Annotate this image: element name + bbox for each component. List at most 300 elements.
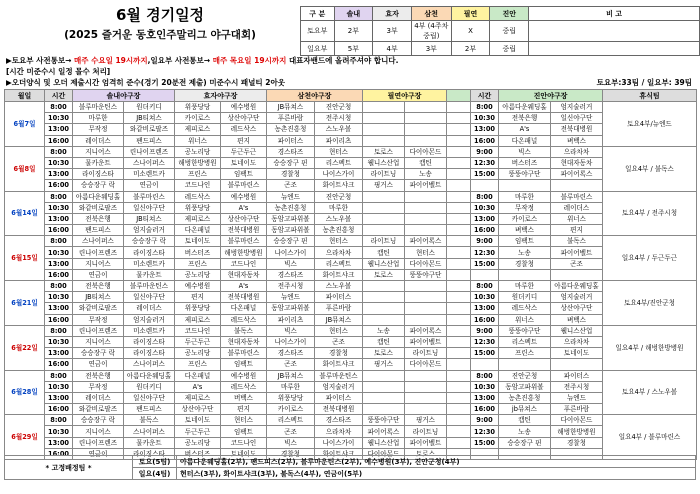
team-cell: 캡틴 xyxy=(363,247,405,258)
team-cell: 파이어벨트 xyxy=(405,180,447,191)
spacer-cell xyxy=(447,392,471,403)
team-cell xyxy=(405,281,447,292)
team-cell: 블루마린스 xyxy=(124,191,175,202)
team-cell: 스나이퍼스 xyxy=(124,359,175,370)
time-cell xyxy=(471,269,499,280)
team-cell: 전북대병원 xyxy=(221,225,267,236)
team-cell: 일신야구단 xyxy=(551,113,603,124)
team-cell: 뚱뚱야구단 xyxy=(499,325,551,336)
team-cell: 다온패널 xyxy=(499,135,551,146)
team-cell xyxy=(551,359,603,370)
spacer-cell xyxy=(447,314,471,325)
time-cell: 12:30 xyxy=(471,157,499,168)
team-cell: 제피로스 xyxy=(175,314,221,325)
rest-team-cell: 일요4부 / 해벙한방병원 xyxy=(603,325,697,370)
spacer-cell xyxy=(447,437,471,448)
summary-header: 삼천 xyxy=(411,7,451,21)
time-cell: 15:00 xyxy=(471,169,499,180)
time-cell: 8:00 xyxy=(45,236,73,247)
team-cell: 동암고파위볼 xyxy=(267,213,315,224)
team-cell: 현터스 xyxy=(315,146,363,157)
team-cell: 무작정 xyxy=(499,202,551,213)
team-cell: 전북대병원 xyxy=(221,292,267,303)
team-cell: 현터스 xyxy=(405,247,447,258)
team-cell: 전북은행 xyxy=(73,281,124,292)
team-cell: 뚱뚱야구단 xyxy=(499,169,551,180)
note-text: [시간 미준수시 일정 몰수 처리] xyxy=(6,67,111,76)
page-title-block xyxy=(0,4,320,42)
team-cell: 연금이 xyxy=(124,180,175,191)
column-header xyxy=(447,90,471,102)
note-text: 대표자밴드에 올려주셔야 합니다. xyxy=(286,56,399,65)
team-cell: 푸른바람 xyxy=(267,113,315,124)
team-cell xyxy=(405,202,447,213)
time-cell: 10:30 xyxy=(471,202,499,213)
column-header: 시간 xyxy=(471,90,499,102)
team-cell xyxy=(363,292,405,303)
page-subtitle: (2025 즐거운 동호인주말리그 야구대회) xyxy=(64,29,256,41)
team-cell xyxy=(405,113,447,124)
team-cell: 스나이퍼스 xyxy=(124,157,175,168)
team-cell: 레이더스 xyxy=(73,392,124,403)
team-cell: 파이터스 xyxy=(315,392,363,403)
team-cell: 카이로스 xyxy=(499,213,551,224)
summary-cell: 중립 xyxy=(490,42,529,56)
team-cell xyxy=(363,124,405,135)
team-cell: JB뮤쳐스 xyxy=(267,370,315,381)
time-cell: 16:00 xyxy=(45,135,73,146)
team-cell: 빅스 xyxy=(267,437,315,448)
team-cell xyxy=(363,392,405,403)
rest-team-cell: 일요4부 / 두근두근 xyxy=(603,236,697,281)
team-cell: 물카운트 xyxy=(124,437,175,448)
spacer-cell xyxy=(447,124,471,135)
team-cell: 경스타즈 xyxy=(315,415,363,426)
time-cell xyxy=(471,359,499,370)
team-cell: 라이트닝 xyxy=(363,169,405,180)
team-cell: 으라차차 xyxy=(315,426,363,437)
team-cell: 불독스 xyxy=(124,415,175,426)
time-cell: 10:30 xyxy=(45,113,73,124)
team-cell: 아름다운웨딩홀 xyxy=(73,191,124,202)
team-cell: 원더키디 xyxy=(499,292,551,303)
team-cell: A's xyxy=(499,124,551,135)
time-cell: 16:00 xyxy=(471,225,499,236)
division-summary-table xyxy=(300,6,700,56)
time-cell: 10:30 xyxy=(45,426,73,437)
rest-team-cell: 일요4부 / 블루마린스 xyxy=(603,415,697,460)
time-cell: 16:00 xyxy=(45,269,73,280)
time-cell: 15:00 xyxy=(471,258,499,269)
team-cell: 토로스 xyxy=(405,448,447,459)
time-cell: 16:00 xyxy=(45,359,73,370)
summary-header: 효자 xyxy=(373,7,412,21)
time-cell: 13:00 xyxy=(45,303,73,314)
notes xyxy=(6,55,398,88)
team-cell: 제피로스 xyxy=(175,392,221,403)
team-cell: 지니어스 xyxy=(73,426,124,437)
rest-team-cell: 토요4부 / 스노우볼 xyxy=(603,370,697,415)
time-cell: 8:00 xyxy=(45,146,73,157)
team-cell: 두근두근 xyxy=(175,426,221,437)
team-cell: 공노리당 xyxy=(175,269,221,280)
team-cell: 상산야구단 xyxy=(551,303,603,314)
team-cell: 뉴엔드 xyxy=(551,392,603,403)
column-header: 솔내야구장 xyxy=(73,90,175,102)
team-cell: 마루한 xyxy=(499,281,551,292)
summary-header: 솔내 xyxy=(334,7,373,21)
team-cell: 편지 xyxy=(551,225,603,236)
team-cell: 토네이도 xyxy=(221,157,267,168)
team-cell: 해벙한방병원 xyxy=(175,157,221,168)
team-cell: 블루마린스 xyxy=(221,348,267,359)
fixed-team-list: 현터스(3부), 화이트샤크(3부), 불독스(4부), 연금이(5부) xyxy=(177,468,696,480)
team-cell: 라이징스타 xyxy=(124,247,175,258)
fixed-team-list: 아름다운웨딩홀(2부), 팬드피스(2부), 블루마운틴스(2부), 예수병원(3부), 진안군청(4부) xyxy=(177,456,696,468)
team-cell: 일신야구단 xyxy=(124,202,175,213)
team-cell: 팬드피스 xyxy=(124,135,175,146)
team-cell: 위풍당당 xyxy=(175,202,221,213)
team-cell xyxy=(405,292,447,303)
time-cell: 9:00 xyxy=(471,236,499,247)
team-cell: 팬드피스 xyxy=(124,404,175,415)
summary-cell xyxy=(529,42,700,56)
team-cell: 버백스 xyxy=(221,392,267,403)
date-cell: 6월8일 xyxy=(5,146,45,191)
team-cell: 버스터즈 xyxy=(175,247,221,258)
team-cell: 화이트샤크 xyxy=(315,448,363,459)
team-cell: 스나이퍼스 xyxy=(124,426,175,437)
time-cell: 8:00 xyxy=(45,102,73,113)
team-cell: 프린스 xyxy=(175,169,221,180)
team-cell: 경찰청 xyxy=(499,258,551,269)
team-cell: 위너스 xyxy=(551,213,603,224)
spacer-cell xyxy=(447,359,471,370)
column-header: 월일 xyxy=(5,90,45,102)
team-cell: 원더키디 xyxy=(124,102,175,113)
team-cell: 다이아몬드 xyxy=(363,448,405,459)
team-cell: 마루한 xyxy=(315,202,363,213)
team-cell: 토네이도 xyxy=(221,448,267,459)
team-cell: 파이리츠 xyxy=(315,135,363,146)
team-cell: 토로스 xyxy=(363,348,405,359)
time-cell: 8:00 xyxy=(45,191,73,202)
team-cell: 다이아몬드 xyxy=(405,146,447,157)
time-cell: 16:00 xyxy=(45,448,73,459)
team-cell: 다이아몬드 xyxy=(405,359,447,370)
time-cell: 10:30 xyxy=(471,113,499,124)
team-cell: 일신야구단 xyxy=(124,292,175,303)
team-cell: 레이더스 xyxy=(124,303,175,314)
team-cell: 나이스가이 xyxy=(267,336,315,347)
time-cell: 10:30 xyxy=(45,336,73,347)
team-cell: 레드삭스 xyxy=(175,191,221,202)
team-cell: 블루마린스 xyxy=(221,236,267,247)
summary-header: 비 고 xyxy=(529,7,700,21)
spacer-cell xyxy=(447,113,471,124)
team-cell: 아름다운웨딩홀 xyxy=(124,370,175,381)
team-cell: 노송 xyxy=(499,247,551,258)
team-cell: 레드삭스 xyxy=(221,381,267,392)
team-cell: 리스펙트 xyxy=(267,415,315,426)
team-cell: 버스터즈 xyxy=(499,157,551,168)
team-cell: 원더키디 xyxy=(124,381,175,392)
note-text: ,일요부 사전통보→ xyxy=(147,56,213,65)
rest-team-cell: 토요4부 / 전주시청 xyxy=(603,191,697,236)
team-cell: JB뮤쳐스 xyxy=(267,102,315,113)
team-cell: 나이스가이 xyxy=(315,169,363,180)
team-cell xyxy=(363,404,405,415)
team-cell: 뉴엔드 xyxy=(267,191,315,202)
team-cell: 엄지술러거 xyxy=(124,314,175,325)
summary-cell xyxy=(529,21,700,42)
spacer-cell xyxy=(447,225,471,236)
spacer-cell xyxy=(447,426,471,437)
team-cell: 프린스 xyxy=(499,348,551,359)
team-cell: 캡틴 xyxy=(405,157,447,168)
team-cell xyxy=(405,225,447,236)
team-cell: 경스타즈 xyxy=(267,348,315,359)
team-cell: 린나이프렌즈 xyxy=(73,437,124,448)
team-cell: 스노우볼 xyxy=(315,124,363,135)
time-cell: 13:00 xyxy=(471,124,499,135)
team-cell: 곤조 xyxy=(267,359,315,370)
team-cell: 연금이 xyxy=(73,269,124,280)
team-cell: 나이스가이 xyxy=(315,437,363,448)
team-cell: 지니어스 xyxy=(73,336,124,347)
spacer-cell xyxy=(447,157,471,168)
team-cell: 캡틴 xyxy=(363,336,405,347)
column-header: 필연야구장 xyxy=(363,90,447,102)
time-cell: 13:00 xyxy=(471,392,499,403)
summary-cell: 2부 xyxy=(334,21,373,42)
schedule-table xyxy=(4,89,697,460)
team-cell: 노송 xyxy=(405,169,447,180)
team-cell xyxy=(363,102,405,113)
note-line xyxy=(6,77,398,88)
team-cell: 공노리당 xyxy=(175,348,221,359)
team-cell: 엄지술러거 xyxy=(551,292,603,303)
time-cell xyxy=(471,180,499,191)
team-cell xyxy=(363,191,405,202)
note-text: ▶토요부 사전통보→ xyxy=(6,56,74,65)
time-cell: 16:00 xyxy=(471,135,499,146)
team-cell: 라이징스타 xyxy=(124,336,175,347)
time-cell: 12:30 xyxy=(471,426,499,437)
team-cell: 으라차차 xyxy=(551,336,603,347)
team-cell xyxy=(363,303,405,314)
team-cell: 웰니스산업 xyxy=(363,437,405,448)
team-cell: 진안군청 xyxy=(499,370,551,381)
time-cell: 10:30 xyxy=(45,292,73,303)
team-cell xyxy=(363,314,405,325)
time-cell: 13:00 xyxy=(45,348,73,359)
team-cell: 파이어벨트 xyxy=(405,437,447,448)
time-cell: 13:00 xyxy=(45,124,73,135)
team-cell: 해벙한방병원 xyxy=(221,247,267,258)
team-cell: 파이어벨트 xyxy=(551,247,603,258)
team-cell: 진안군청 xyxy=(315,102,363,113)
team-cell: 다온패널 xyxy=(221,303,267,314)
time-cell: 10:30 xyxy=(45,202,73,213)
team-cell xyxy=(363,381,405,392)
team-cell: 동암고파위볼 xyxy=(267,303,315,314)
date-cell: 6월7일 xyxy=(5,102,45,147)
team-cell: 현터스 xyxy=(315,236,363,247)
team-cell xyxy=(405,303,447,314)
team-cell: 노송 xyxy=(499,426,551,437)
team-cell: 농촌진흥청 xyxy=(315,225,363,236)
spacer-cell xyxy=(447,281,471,292)
team-cell: 벼백스 xyxy=(551,314,603,325)
time-cell: 12:30 xyxy=(471,336,499,347)
summary-cell: 3부 xyxy=(411,42,451,56)
spacer-cell xyxy=(447,102,471,113)
spacer-cell xyxy=(447,325,471,336)
team-cell: 농촌진흥청 xyxy=(267,124,315,135)
spacer-cell xyxy=(447,191,471,202)
spacer-cell xyxy=(447,348,471,359)
team-cell xyxy=(405,370,447,381)
team-cell: 마루한 xyxy=(499,191,551,202)
team-cell: A's xyxy=(221,202,267,213)
fixed-division: 토요(5팀) xyxy=(133,456,177,468)
team-cell: 스노우볼 xyxy=(315,281,363,292)
team-cell: 레이더스 xyxy=(73,135,124,146)
team-cell: 블루마운틴스 xyxy=(73,102,124,113)
time-cell: 13:00 xyxy=(45,213,73,224)
summary-cell: 4부 (4주차 중립) xyxy=(411,21,451,42)
team-cell xyxy=(405,191,447,202)
team-cell: 웰니스산업 xyxy=(363,258,405,269)
column-header: 효자야구장 xyxy=(175,90,267,102)
team-cell: 공노리당 xyxy=(175,437,221,448)
team-cell: 전북대병원 xyxy=(551,124,603,135)
time-cell: 8:00 xyxy=(471,370,499,381)
spacer-cell xyxy=(447,135,471,146)
team-cell: 상산야구단 xyxy=(221,113,267,124)
team-cell: 곤조 xyxy=(267,426,315,437)
team-cell xyxy=(363,135,405,146)
spacer-cell xyxy=(447,247,471,258)
team-cell xyxy=(499,180,551,191)
spacer-cell xyxy=(447,258,471,269)
team-cell: 지니어스 xyxy=(73,258,124,269)
team-cell: 전주시청 xyxy=(551,381,603,392)
time-cell: 13:00 xyxy=(471,213,499,224)
team-cell: 무작정 xyxy=(73,381,124,392)
team-cell: 레드삭스 xyxy=(221,124,267,135)
team-cell: JB티쳐스 xyxy=(124,113,175,124)
summary-header: 진안 xyxy=(490,7,529,21)
team-cell: 위풍당당 xyxy=(175,102,221,113)
team-cell: 노송 xyxy=(363,325,405,336)
team-cell xyxy=(499,269,551,280)
team-cell: 전주시청 xyxy=(267,281,315,292)
team-cell: 물카운트 xyxy=(73,157,124,168)
team-cell: 레드삭스 xyxy=(221,314,267,325)
team-cell: 마루한 xyxy=(73,113,124,124)
date-cell: 6월22일 xyxy=(5,325,45,370)
column-header: 진안야구장 xyxy=(499,90,603,102)
team-cell: 경스타즈 xyxy=(267,269,315,280)
team-cell: 엄지술러거 xyxy=(124,225,175,236)
team-cell: JB뮤쳐스 xyxy=(315,314,363,325)
team-cell: 프린스 xyxy=(175,258,221,269)
team-cell: 예수병원 xyxy=(221,102,267,113)
team-cell: A's xyxy=(221,281,267,292)
team-cell: 아름다운웨딩홀 xyxy=(551,281,603,292)
team-cell: 전북은행 xyxy=(73,370,124,381)
team-cell: 프린스 xyxy=(175,359,221,370)
team-cell: 지니어스 xyxy=(73,146,124,157)
team-cell: 캡틴 xyxy=(499,415,551,426)
team-cell: 전북대병원 xyxy=(315,404,363,415)
time-cell: 9:00 xyxy=(471,415,499,426)
summary-header: 구 분 xyxy=(301,7,335,21)
spacer-cell xyxy=(447,202,471,213)
team-cell: 파이터스 xyxy=(267,135,315,146)
team-cell: 현터스 xyxy=(221,415,267,426)
team-cell: 블루마린스 xyxy=(221,180,267,191)
team-cell: 뚱뚱야구단 xyxy=(363,415,405,426)
team-cell: 파이어록스 xyxy=(363,426,405,437)
team-cell: 일신야구단 xyxy=(124,392,175,403)
team-cell: 불독스 xyxy=(221,325,267,336)
team-cell: 곤조 xyxy=(315,336,363,347)
team-cell xyxy=(363,225,405,236)
team-cell: 토네이도 xyxy=(175,236,221,247)
team-cell: 벼백스 xyxy=(551,135,603,146)
team-cell: 코드나인 xyxy=(175,325,221,336)
team-cell: 토네이도 xyxy=(175,415,221,426)
team-cell: 물카운트 xyxy=(124,269,175,280)
team-cell: 편지 xyxy=(175,292,221,303)
team-cell: 린나이프렌즈 xyxy=(124,146,175,157)
team-cell: 예수병원 xyxy=(175,281,221,292)
spacer-cell xyxy=(447,169,471,180)
spacer-cell xyxy=(447,213,471,224)
team-cell: 토네이도 xyxy=(551,348,603,359)
team-cell: 경스타즈 xyxy=(267,146,315,157)
team-cell: 임팩트 xyxy=(221,426,267,437)
team-cell: 곤조 xyxy=(267,180,315,191)
time-cell: 8:00 xyxy=(45,370,73,381)
team-cell: 토로스 xyxy=(363,269,405,280)
time-cell: 13:00 xyxy=(471,303,499,314)
note-highlight: 매주 목요일 19시까지 xyxy=(212,56,287,65)
spacer-cell xyxy=(447,404,471,415)
note-highlight: 매주 수요일 19시까지 xyxy=(74,56,148,65)
team-cell xyxy=(405,381,447,392)
team-cell: 스나이퍼스 xyxy=(73,236,124,247)
team-cell: 블루마운틴스 xyxy=(124,281,175,292)
team-cell: 엄지술러거 xyxy=(315,381,363,392)
team-cell: 카이로스 xyxy=(175,113,221,124)
date-cell: 6월28일 xyxy=(5,370,45,415)
time-cell: 10:30 xyxy=(471,292,499,303)
team-cell: 무작정 xyxy=(73,314,124,325)
note-line xyxy=(6,55,398,66)
spacer-cell xyxy=(447,236,471,247)
team-cell: 토로스 xyxy=(363,146,405,157)
team-cell: 웰니스산업 xyxy=(363,157,405,168)
team-cell: JB티쳐스 xyxy=(124,213,175,224)
time-cell: 13:00 xyxy=(45,437,73,448)
team-cell: 무작정 xyxy=(73,124,124,135)
team-cell: 파이리츠 xyxy=(267,314,315,325)
team-cell: 블루마운틴스 xyxy=(315,370,363,381)
